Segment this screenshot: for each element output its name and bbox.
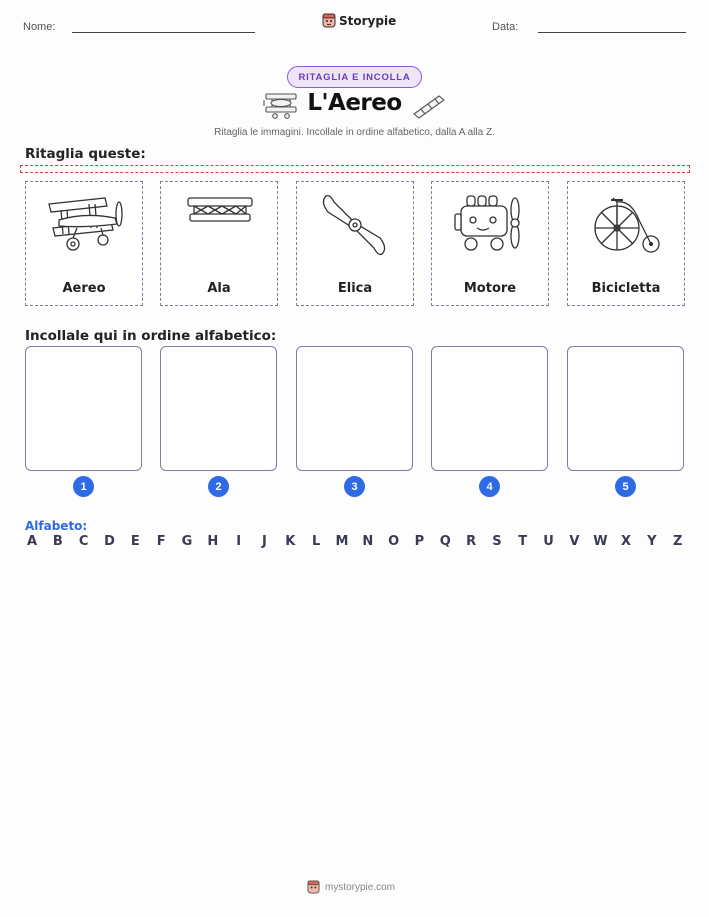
alphabet-letter: A: [26, 534, 38, 549]
alphabet-letter: R: [466, 534, 477, 549]
cut-card-bicicletta[interactable]: [567, 181, 685, 306]
storypie-face-icon: [322, 13, 336, 28]
alphabet-letter: V: [569, 534, 580, 549]
footer-url[interactable]: mystorypie.com: [325, 881, 396, 893]
alphabet-letter: Q: [439, 534, 451, 549]
slot-number-badge: 5: [615, 476, 636, 497]
card-label: Ala: [207, 281, 231, 296]
alphabet-letter: D: [104, 534, 115, 549]
alphabet-letter: O: [388, 534, 400, 549]
date-line: [538, 32, 686, 33]
alphabet-letter: E: [130, 534, 140, 549]
wing-icon: [180, 190, 260, 260]
cut-card-aereo[interactable]: [25, 181, 143, 306]
alphabet-letter: T: [518, 534, 528, 549]
date-label: Data:: [492, 21, 519, 33]
alphabet-letter: S: [492, 534, 502, 549]
slot-number-badge: 4: [479, 476, 500, 497]
alphabet-letter: H: [207, 534, 219, 549]
alphabet-letter: B: [52, 534, 63, 549]
alphabet-letter: I: [236, 534, 242, 549]
alphabet-letter: Y: [647, 534, 657, 549]
alphabet-letter: G: [181, 534, 193, 549]
paste-slot-3[interactable]: [296, 346, 413, 471]
card-label: Bicicletta: [591, 281, 661, 296]
slot-number-badge: 3: [344, 476, 365, 497]
instructions: Ritaglia le immagini. Incollale in ordine alfabetico, dalla A alla Z.: [214, 127, 495, 138]
cut-card-elica[interactable]: [296, 181, 414, 306]
alphabet-letter: F: [156, 534, 166, 549]
slot-number-badge: 2: [208, 476, 229, 497]
alphabet-title: Alfabeto:: [25, 519, 88, 533]
alphabet-letter: U: [543, 534, 554, 549]
storypie-face-icon: [307, 880, 320, 894]
alphabet-letter: X: [621, 534, 632, 549]
alphabet-letter: L: [311, 534, 321, 549]
alphabet-row: [25, 534, 685, 549]
paste-slot-2[interactable]: [160, 346, 277, 471]
penny-farthing-icon: [587, 190, 667, 260]
footer: [307, 880, 395, 894]
name-line: [72, 32, 255, 33]
card-label: Aereo: [62, 281, 106, 296]
card-label: Motore: [463, 281, 517, 296]
alphabet-letter: Z: [672, 534, 683, 549]
card-label: Elica: [337, 281, 373, 296]
alphabet-letter: J: [262, 534, 267, 549]
cut-line: [20, 165, 690, 173]
propeller-icon: [316, 190, 396, 260]
brand-name: Storypie: [339, 13, 397, 28]
brand-logo: [322, 13, 396, 28]
wing-small-icon: [411, 92, 447, 120]
activity-badge: RITAGLIA E INCOLLA: [287, 66, 422, 88]
cut-card-motore[interactable]: [431, 181, 549, 306]
paste-slot-5[interactable]: [567, 346, 684, 471]
paste-slot-1[interactable]: [25, 346, 142, 471]
alphabet-letter: W: [593, 534, 608, 549]
name-label: Nome:: [23, 21, 56, 33]
alphabet-letter: C: [78, 534, 89, 549]
alphabet-letter: M: [335, 534, 349, 549]
biplane-icon: [45, 190, 125, 260]
alphabet-letter: K: [285, 534, 296, 549]
paste-slot-4[interactable]: [431, 346, 548, 471]
cut-section-title: Ritaglia queste:: [25, 146, 146, 162]
slot-number-badge: 1: [73, 476, 94, 497]
cut-card-ala[interactable]: [160, 181, 278, 306]
paste-section-title: Incollale qui in ordine alfabetico:: [25, 328, 277, 344]
alphabet-letter: N: [362, 534, 374, 549]
page-title: L'Aereo: [307, 90, 402, 116]
engine-icon: [451, 190, 531, 260]
alphabet-letter: P: [414, 534, 425, 549]
